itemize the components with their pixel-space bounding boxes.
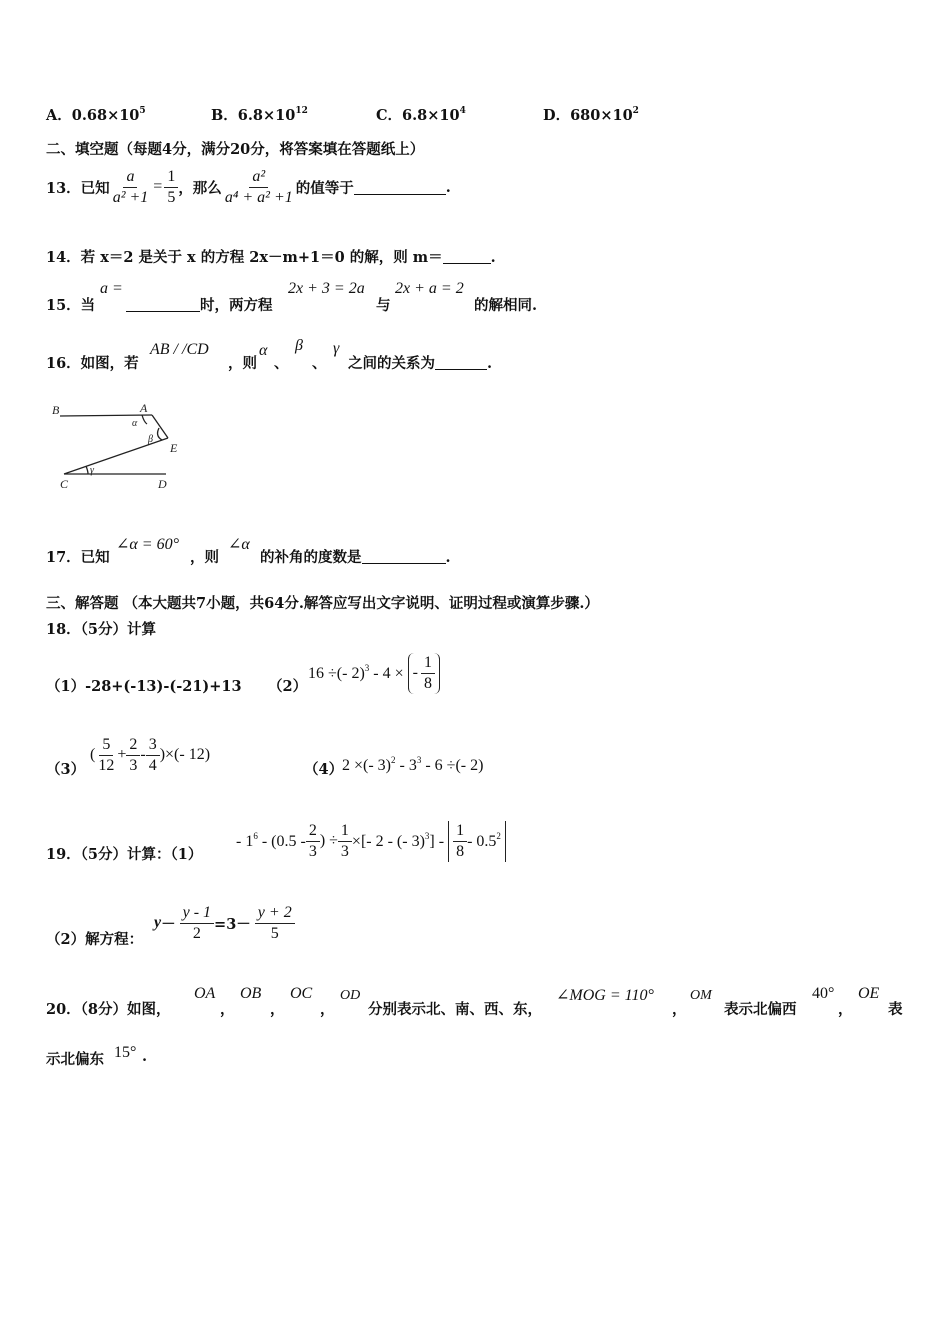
q18-paren: - $\frac{1}{8}$ <box>408 653 440 694</box>
q19-equation: y － $\frac{y - 1}{2}$ =3－ $\frac{y + 2}{5}$ <box>154 900 295 946</box>
q18-part-4-label: （4） <box>304 761 344 778</box>
question-15: 15．当 <box>46 297 96 314</box>
question-14: 14．若 x＝2 是关于 x 的方程 2x－m+1＝0 的解，则 m＝ . <box>46 249 496 266</box>
q20-prefix: 20．（8分）如图， <box>46 1001 171 1018</box>
q17-angle-2: ∠α <box>228 536 250 553</box>
q18-title: 18．（5分）计算 <box>46 621 157 638</box>
label-e: E <box>170 441 178 455</box>
q17-answer-blank[interactable] <box>362 549 446 564</box>
section-2-title: 二、填空题（每题4分，满分20分，将答案填在答题纸上） <box>46 141 425 158</box>
q16-sep-2: 、 <box>312 355 327 372</box>
question-13: 13．已知 $\frac{a}{\text{a² +1}}$ = $\frac{1}{5}$ ，那么 $\frac{\text{a²}}{\text{a⁴ + a² +1}}$ 的值等于 . <box>46 167 451 206</box>
q13-answer-blank[interactable] <box>354 180 446 195</box>
q20-oe-desc: 表 <box>888 1001 903 1018</box>
q20-end: . <box>142 1048 148 1065</box>
q16-gamma: γ <box>333 340 340 357</box>
line-ae <box>152 415 168 438</box>
q19-abs-value: $\frac{1}{8}$ - $0.5^2$ <box>448 821 506 862</box>
q20-oc: OC <box>290 985 313 1002</box>
q20-deg-40: 40° <box>812 985 835 1002</box>
q20-om-desc: 表示北偏西 <box>724 1001 797 1018</box>
q20-line-2: 示北偏东 <box>46 1051 104 1068</box>
label-gamma: γ <box>90 465 94 476</box>
q20-comma-5: ， <box>838 1001 853 1018</box>
q16-answer-blank[interactable] <box>435 355 487 370</box>
arc-gamma <box>86 466 88 474</box>
q19-expr: - $1^6 - (0.5$ - $\frac{2}{3}$ ) ÷ $\frac{1}{3}$ ×[- 2 - (- 3)$^3$] - $\frac{1}{8}$ - $0.5^2$ <box>236 818 506 864</box>
line-ab <box>60 415 152 416</box>
q16-parallel: AB / /CD <box>150 341 209 358</box>
label-beta: β <box>148 434 153 445</box>
q19-title: 19．（5分）计算：（1） <box>46 846 203 863</box>
q20-oa: OA <box>194 985 216 1002</box>
q20-comma-1: ， <box>220 1001 235 1018</box>
q20-om: OM <box>690 988 712 1003</box>
q18-part-1: （1）-28+(-13)-(-21)+13 <box>46 678 242 695</box>
q20-od: OD <box>340 988 361 1003</box>
q16-prefix: 16．如图，若 <box>46 355 139 372</box>
label-d: D <box>158 477 167 491</box>
arc-beta <box>158 428 162 440</box>
q20-desc: 分别表示北、南、西、东， <box>368 1001 542 1018</box>
q15-a-eq: a = <box>100 280 123 297</box>
q15-mid: 时，两方程 <box>200 297 273 314</box>
q18-part-3-expr: ( $\frac{5}{12}$ + $\frac{2}{3}$ - $\frac{3}{4}$ )×(- 12) <box>90 735 211 774</box>
q16-alpha: α <box>259 342 268 359</box>
q18-part-3-label: （3） <box>46 761 86 778</box>
q20-comma-4: ， <box>672 1001 687 1018</box>
q16-then: ，则 <box>228 355 257 372</box>
q20-oe: OE <box>858 985 880 1002</box>
q14-answer-blank[interactable] <box>443 249 491 264</box>
q15-suffix: 的解相同. <box>474 297 538 314</box>
q17-angle: ∠α = 60° <box>116 536 179 553</box>
q13-frac-2: $\frac{1}{5}$ <box>164 167 178 208</box>
q13-frac-1: $\frac{a}{\text{a² +1}}$ <box>112 167 149 206</box>
q20-deg-15: 15° <box>114 1044 137 1061</box>
q16-beta: β <box>295 337 303 354</box>
q19-part-2-label: （2）解方程： <box>46 931 144 948</box>
q17-suffix: 的补角的度数是 . <box>260 549 451 566</box>
q13-frac-3: $\frac{\text{a²}}{\text{a⁴ + a² +1}}$ <box>224 167 293 206</box>
q18-part-2-label: （2） <box>268 678 308 695</box>
section-3-title: 三、解答题 （本大题共7小题，共64分.解答应写出文字说明、证明过程或演算步骤.） <box>46 595 599 612</box>
q20-comma-2: ， <box>270 1001 285 1018</box>
q16-sep-1: 、 <box>274 355 289 372</box>
arc-alpha <box>142 415 147 424</box>
label-a: A <box>140 401 148 415</box>
q20-comma-3: ， <box>320 1001 335 1018</box>
q17-then: ，则 <box>190 549 219 566</box>
q15-eq1: 2x + 3 = 2a <box>288 280 365 297</box>
q18-part-4-expr: 2 ×(- $3)^2 - 3^3 - 6$ ÷(- 2) <box>342 755 484 774</box>
q15-eq2: 2x + a = 2 <box>395 280 464 297</box>
q20-mog: ∠MOG = 110° <box>556 987 654 1004</box>
figure-16 <box>48 398 188 494</box>
q17-prefix: 17．已知 <box>46 549 110 566</box>
q15-answer-blank[interactable] <box>126 297 200 312</box>
label-b: B <box>52 403 60 417</box>
q16-suffix: 之间的关系为 . <box>348 355 493 372</box>
option-b: B．$6.8\times 10^{12}$ <box>211 106 308 124</box>
option-d: D．$680\times 10^2$ <box>543 106 639 124</box>
label-c: C <box>60 477 69 491</box>
label-alpha: α <box>132 418 138 429</box>
q18-part-2-expr: 16 ÷(- 2)$^3$ - 4 × - $\frac{1}{8}$ <box>308 650 440 696</box>
option-a: A．$0.68\times 10^5$ <box>46 106 146 124</box>
q15-conj: 与 <box>376 297 391 314</box>
option-c: C．$6.8\times 10^4$ <box>376 106 466 124</box>
q20-ob: OB <box>240 985 262 1002</box>
